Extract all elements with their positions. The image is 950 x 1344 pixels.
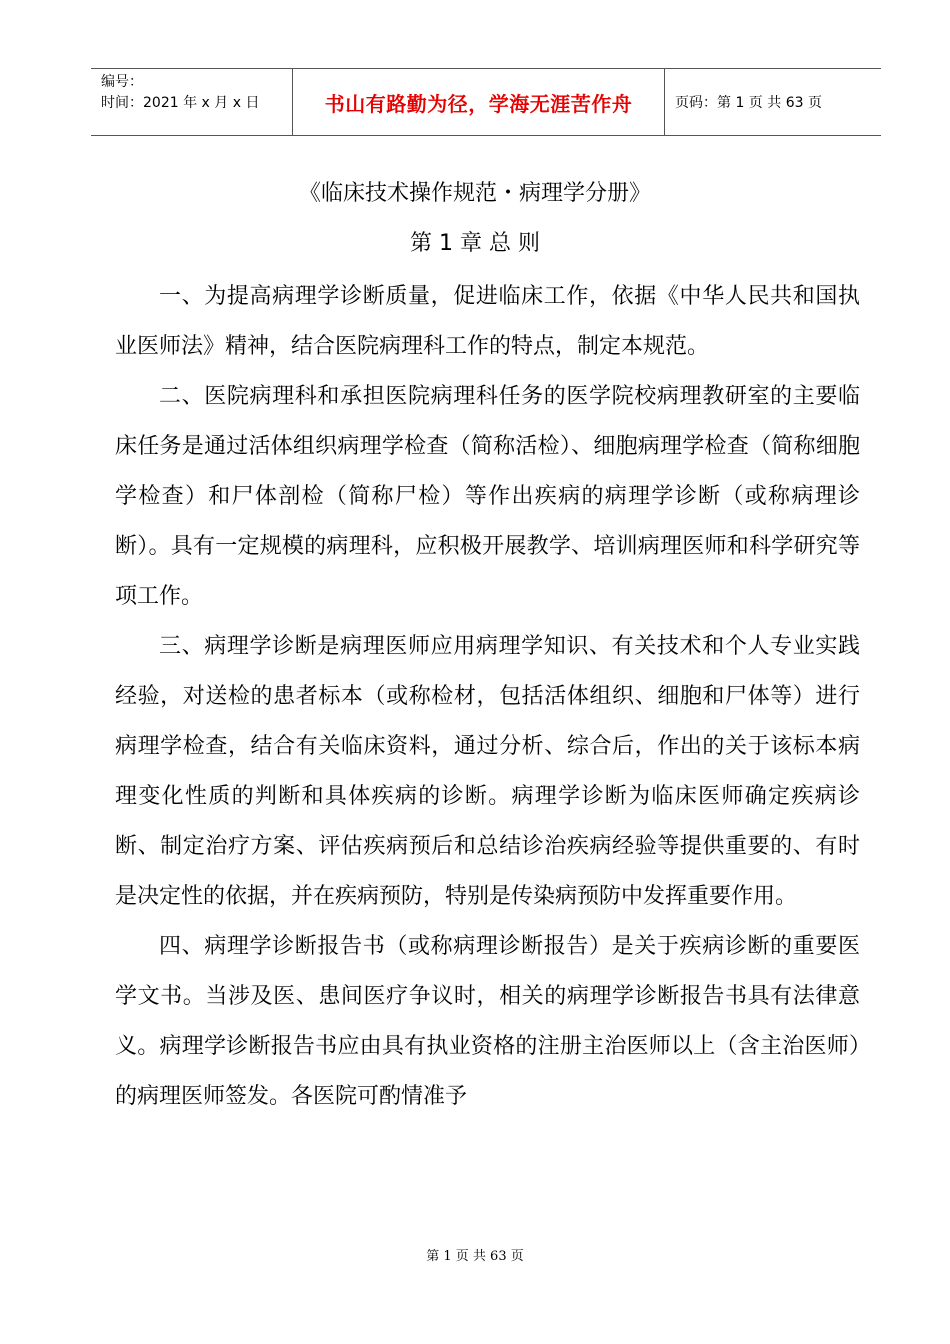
paragraph-2: 二、医院病理科和承担医院病理科任务的医学院校病理教研室的主要临床任务是通过活体组织病理学检查（简称活检）、细胞病理学检查（简称细胞学检查）和尸体剖检（简称尸检）等作出疾病的病理学诊断（或称病理诊断）。具有一定规模的病理科，应积极开展教学、培训病理医师和科学研究等项工作。 bbox=[115, 384, 860, 609]
document-title: 《临床技术操作规范・病理学分册》 bbox=[298, 181, 651, 206]
header-motto: 书山有路勤为径，学海无涯苦作舟 bbox=[324, 91, 633, 116]
doc-time-label: 时间：2021 年 x 月 x 日 bbox=[101, 95, 260, 111]
header-meta-cell bbox=[91, 69, 293, 135]
header-page-cell bbox=[665, 69, 881, 135]
page-header bbox=[91, 68, 881, 136]
paragraph-1: 一、为提高病理学诊断质量，促进临床工作，依据《中华人民共和国执业医师法》精神，结合医院病理科工作的特点，制定本规范。 bbox=[115, 284, 860, 359]
header-page-info: 页码：第 1 页 共 63 页 bbox=[675, 95, 822, 111]
paragraph-3: 三、病理学诊断是病理医师应用病理学知识、有关技术和个人专业实践经验，对送检的患者标本（或称检材，包括活体组织、细胞和尸体等）进行病理学检查，结合有关临床资料，通过分析、综合后，作出的关于该标本病理变化性质的判断和具体疾病的诊断。病理学诊断为临床医师确定疾病诊断、制定治疗方案、评估疾病预后和总结诊治疾病经验等提供重要的、有时是决定性的依据，并在疾病预防，特别是传染病预防中发挥重要作用。 bbox=[115, 634, 860, 909]
header-motto-cell bbox=[293, 69, 665, 135]
paragraph-4: 四、病理学诊断报告书（或称病理诊断报告）是关于疾病诊断的重要医学文书。当涉及医、患间医疗争议时，相关的病理学诊断报告书具有法律意义。病理学诊断报告书应由具有执业资格的注册主治医师以上（含主治医师）的病理医师签发。各医院可酌情准予 bbox=[115, 934, 860, 1109]
document-body bbox=[115, 272, 860, 1122]
page-footer: 第 1 页 共 63 页 bbox=[426, 1249, 524, 1264]
doc-number-label: 编号： bbox=[101, 74, 143, 90]
chapter-heading: 第 1 章 总 则 bbox=[410, 231, 540, 256]
